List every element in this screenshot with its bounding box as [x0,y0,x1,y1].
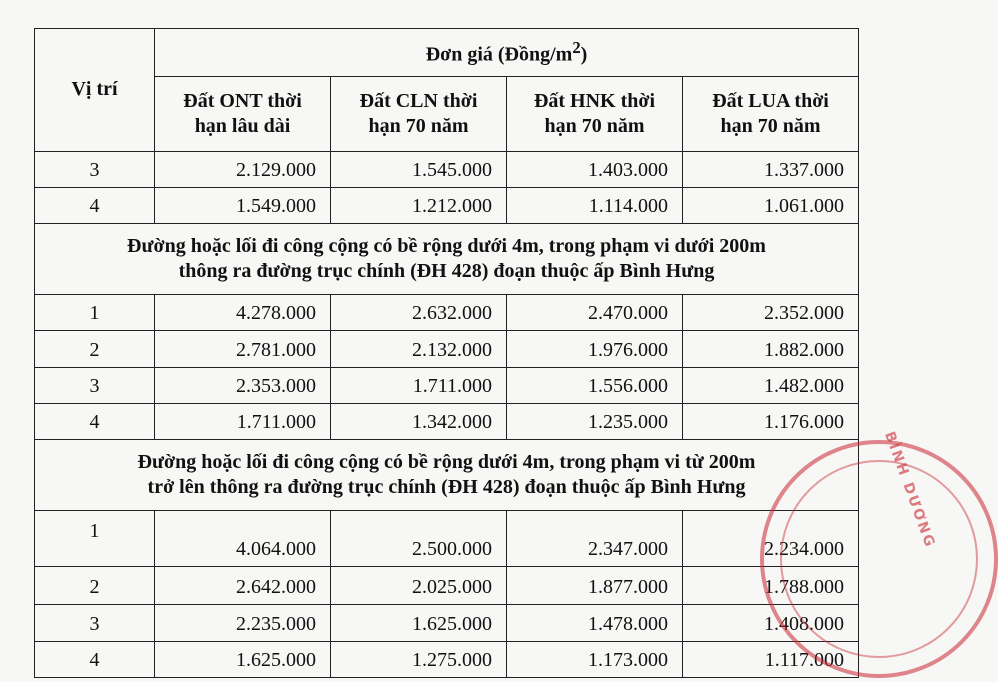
position-cell: 2 [35,331,155,367]
price-cell: 1.625.000 [155,641,331,677]
price-cell: 1.337.000 [683,151,859,187]
unit-price-sup: 2 [572,37,581,57]
position-cell: 4 [35,188,155,224]
price-cell: 1.788.000 [683,567,859,605]
col-header-hnk [507,77,683,152]
price-cell: 1.711.000 [331,367,507,403]
price-cell: 1.275.000 [331,641,507,677]
price-cell: 1.173.000 [507,641,683,677]
table-row [35,567,859,605]
section-heading-1 [35,224,859,295]
section-row [35,440,859,511]
col-header-line1: Đất ONT thời [183,90,302,113]
price-cell: 2.132.000 [331,331,507,367]
col-header-line1: Đất LUA thời [712,90,829,113]
header-row-1 [35,29,859,77]
price-cell: 1.482.000 [683,367,859,403]
price-cell: 1.556.000 [507,367,683,403]
header-row-2 [35,77,859,152]
unit-price-label: Đơn giá (Đồng/m [425,43,573,66]
price-cell: 1.403.000 [507,151,683,187]
price-cell: 2.129.000 [155,151,331,187]
price-cell: 2.470.000 [507,294,683,330]
price-cell: 1.235.000 [507,403,683,439]
price-cell: 2.500.000 [331,510,507,566]
price-cell: 2.781.000 [155,331,331,367]
price-cell: 4.064.000 [155,510,331,566]
table-row [35,331,859,367]
price-cell: 2.352.000 [683,294,859,330]
unit-price-header [155,29,859,77]
section-row [35,224,859,295]
price-cell: 1.114.000 [507,188,683,224]
position-cell: 2 [35,567,155,605]
section-line2: trở lên thông ra đường trục chính (ĐH 428) đoạn thuộc ấp Bình Hưng [147,475,746,498]
price-cell: 1.545.000 [331,151,507,187]
position-cell: 4 [35,403,155,439]
table-row [35,510,859,566]
price-cell: 2.234.000 [683,510,859,566]
price-cell: 4.278.000 [155,294,331,330]
section-heading-2 [35,440,859,511]
price-cell: 2.632.000 [331,294,507,330]
col-header-line2: hạn 70 năm [720,115,821,138]
col-header-ont [155,77,331,152]
price-cell: 1.882.000 [683,331,859,367]
section-line2: thông ra đường trục chính (ĐH 428) đoạn thuộc ấp Bình Hưng [178,260,715,283]
position-cell: 4 [35,641,155,677]
col-header-cln [331,77,507,152]
col-header-lua [683,77,859,152]
position-header: Vị trí [35,29,155,152]
col-header-line2: hạn 70 năm [544,115,645,138]
section-line1: Đường hoặc lối đi công cộng có bề rộng dưới 4m, trong phạm vi dưới 200m [127,235,766,258]
unit-price-close: ) [580,43,588,66]
position-cell: 3 [35,367,155,403]
price-cell: 2.235.000 [155,605,331,641]
position-cell: 3 [35,151,155,187]
table-row [35,367,859,403]
price-cell: 1.408.000 [683,605,859,641]
land-price-table [34,28,859,678]
price-cell: 1.212.000 [331,188,507,224]
price-cell: 1.061.000 [683,188,859,224]
table-row [35,403,859,439]
col-header-line1: Đất CLN thời [359,90,478,113]
price-cell: 1.625.000 [331,605,507,641]
position-cell: 1 [35,510,155,566]
table-row [35,151,859,187]
price-cell: 1.877.000 [507,567,683,605]
table-row [35,294,859,330]
price-cell: 1.478.000 [507,605,683,641]
price-cell: 1.976.000 [507,331,683,367]
price-cell: 1.342.000 [331,403,507,439]
price-cell: 2.347.000 [507,510,683,566]
stamp-text: BÌNH DƯƠNG [880,429,939,551]
position-cell: 3 [35,605,155,641]
price-cell: 2.642.000 [155,567,331,605]
col-header-line1: Đất HNK thời [533,90,656,113]
price-cell: 1.176.000 [683,403,859,439]
price-cell: 1.549.000 [155,188,331,224]
col-header-line2: hạn 70 năm [368,115,469,138]
section-line1: Đường hoặc lối đi công cộng có bề rộng dưới 4m, trong phạm vi từ 200m [137,450,756,473]
price-cell: 1.711.000 [155,403,331,439]
price-cell: 2.025.000 [331,567,507,605]
price-cell: 2.353.000 [155,367,331,403]
price-cell: 1.117.000 [683,641,859,677]
position-cell: 1 [35,294,155,330]
table-row [35,188,859,224]
table-row [35,641,859,677]
table-row [35,605,859,641]
col-header-line2: hạn lâu dài [194,115,291,138]
